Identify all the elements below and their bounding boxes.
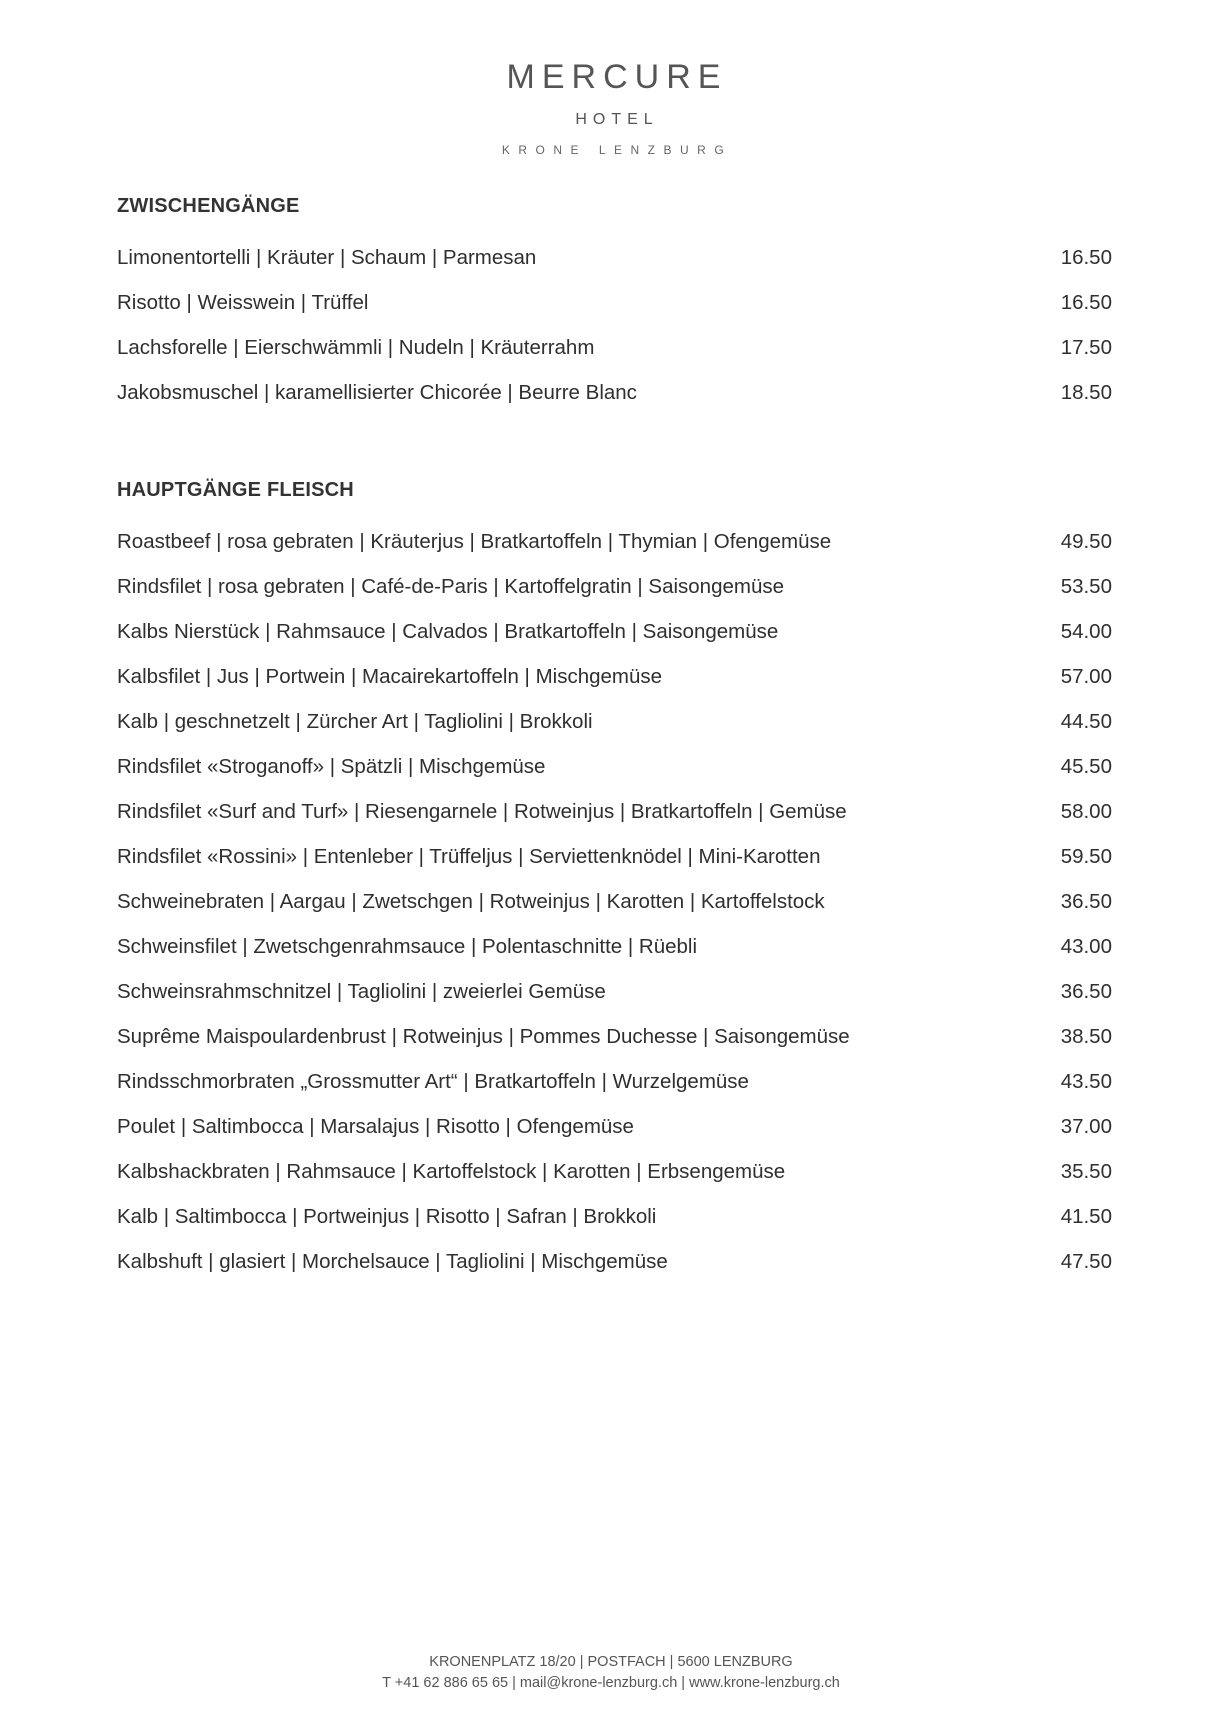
menu-item	[117, 800, 1112, 845]
menu-item-price: 16.50	[1060, 246, 1112, 269]
menu-item-name: Schweinsfilet | Zwetschgenrahmsauce | Polentaschnitte | Rüebli	[117, 935, 698, 958]
hotel-logo	[0, 58, 1222, 157]
menu-item-name: Kalbshackbraten | Rahmsauce | Kartoffelstock | Karotten | Erbsengemüse	[117, 1160, 786, 1183]
menu-item-name: Schweinebraten | Aargau | Zwetschgen | Rotweinjus | Karotten | Kartoffelstock	[117, 890, 825, 913]
menu-item-price: 59.50	[1060, 845, 1112, 868]
brand-name: MERCURE	[506, 58, 728, 96]
menu-item	[117, 1025, 1112, 1070]
menu-item	[117, 845, 1112, 890]
footer-address: KRONENPLATZ 18/20 | POSTFACH | 5600 LENZBURG	[429, 1654, 793, 1670]
menu-item-price: 35.50	[1060, 1160, 1112, 1183]
menu-item-name: Kalbshuft | glasiert | Morchelsauce | Tagliolini | Mischgemüse	[117, 1250, 668, 1273]
section-hauptgaenge-fleisch	[117, 479, 1112, 1295]
menu-item-price: 54.00	[1060, 620, 1112, 643]
menu-list	[117, 530, 1112, 1295]
menu-item	[117, 620, 1112, 665]
menu-item	[117, 1070, 1112, 1115]
menu-item-price: 45.50	[1060, 755, 1112, 778]
menu-item-price: 47.50	[1060, 1250, 1112, 1273]
menu-item	[117, 575, 1112, 620]
menu-item-price: 16.50	[1060, 291, 1112, 314]
menu-item	[117, 291, 1112, 336]
menu-item-name: Rindsschmorbraten „Grossmutter Art“ | Bratkartoffeln | Wurzelgemüse	[117, 1070, 749, 1093]
menu-item-price: 37.00	[1060, 1115, 1112, 1138]
menu-item-price: 18.50	[1060, 381, 1112, 404]
menu-item-price: 38.50	[1060, 1025, 1112, 1048]
menu-item-price: 43.50	[1060, 1070, 1112, 1093]
menu-item	[117, 890, 1112, 935]
menu-item-name: Roastbeef | rosa gebraten | Kräuterjus | Bratkartoffeln | Thymian | Ofengemüse	[117, 530, 832, 553]
brand-subtitle: HOTEL	[575, 111, 659, 128]
section-title: HAUPTGÄNGE FLEISCH	[117, 479, 354, 501]
menu-item-name: Rindsfilet «Stroganoff» | Spätzli | Mischgemüse	[117, 755, 546, 778]
menu-item-name: Rindsfilet «Rossini» | Entenleber | Trüffeljus | Serviettenknödel | Mini-Karotten	[117, 845, 821, 868]
menu-item-price: 43.00	[1060, 935, 1112, 958]
menu-item	[117, 1115, 1112, 1160]
brand-location: KRONE LENZBURG	[501, 143, 733, 157]
menu-item	[117, 246, 1112, 291]
menu-item-name: Limonentortelli | Kräuter | Schaum | Parmesan	[117, 246, 537, 269]
menu-item-name: Lachsforelle | Eierschwämmli | Nudeln | Kräuterrahm	[117, 336, 595, 359]
menu-item-name: Kalbsfilet | Jus | Portwein | Macairekartoffeln | Mischgemüse	[117, 665, 663, 688]
menu-item	[117, 336, 1112, 381]
menu-item-name: Poulet | Saltimbocca | Marsalajus | Risotto | Ofengemüse	[117, 1115, 634, 1138]
menu-item	[117, 530, 1112, 575]
menu-item-price: 17.50	[1060, 336, 1112, 359]
menu-item	[117, 980, 1112, 1025]
menu-item-name: Jakobsmuschel | karamellisierter Chicorée | Beurre Blanc	[117, 381, 637, 404]
section-zwischengaenge	[117, 195, 1112, 426]
menu-item-price: 58.00	[1060, 800, 1112, 823]
menu-item-name: Rindsfilet | rosa gebraten | Café-de-Paris | Kartoffelgratin | Saisongemüse	[117, 575, 785, 598]
footer-contact: T +41 62 886 65 65 | mail@krone-lenzburg.ch | www.krone-lenzburg.ch	[382, 1675, 840, 1691]
menu-item	[117, 381, 1112, 426]
menu-item-price: 44.50	[1060, 710, 1112, 733]
menu-item-name: Risotto | Weisswein | Trüffel	[117, 291, 369, 314]
menu-item	[117, 1205, 1112, 1250]
menu-item-price: 36.50	[1060, 890, 1112, 913]
menu-item	[117, 755, 1112, 800]
menu-item	[117, 935, 1112, 980]
menu-item-price: 49.50	[1060, 530, 1112, 553]
menu-item-price: 57.00	[1060, 665, 1112, 688]
menu-item	[117, 710, 1112, 755]
menu-item-price: 53.50	[1060, 575, 1112, 598]
menu-list	[117, 246, 1112, 426]
menu-item-name: Suprême Maispoulardenbrust | Rotweinjus | Pommes Duchesse | Saisongemüse	[117, 1025, 850, 1048]
menu-item-name: Kalb | geschnetzelt | Zürcher Art | Tagliolini | Brokkoli	[117, 710, 593, 733]
menu-item-name: Kalbs Nierstück | Rahmsauce | Calvados | Bratkartoffeln | Saisongemüse	[117, 620, 779, 643]
menu-item	[117, 1250, 1112, 1295]
menu-item	[117, 1160, 1112, 1205]
menu-item-name: Rindsfilet «Surf and Turf» | Riesengarnele | Rotweinjus | Bratkartoffeln | Gemüse	[117, 800, 847, 823]
menu-item-price: 36.50	[1060, 980, 1112, 1003]
footer	[0, 1652, 1222, 1694]
menu-item	[117, 665, 1112, 710]
menu-item-name: Kalb | Saltimbocca | Portweinjus | Risotto | Safran | Brokkoli	[117, 1205, 657, 1228]
menu-item-price: 41.50	[1060, 1205, 1112, 1228]
section-title: ZWISCHENGÄNGE	[117, 195, 300, 217]
menu-item-name: Schweinsrahmschnitzel | Tagliolini | zweierlei Gemüse	[117, 980, 606, 1003]
